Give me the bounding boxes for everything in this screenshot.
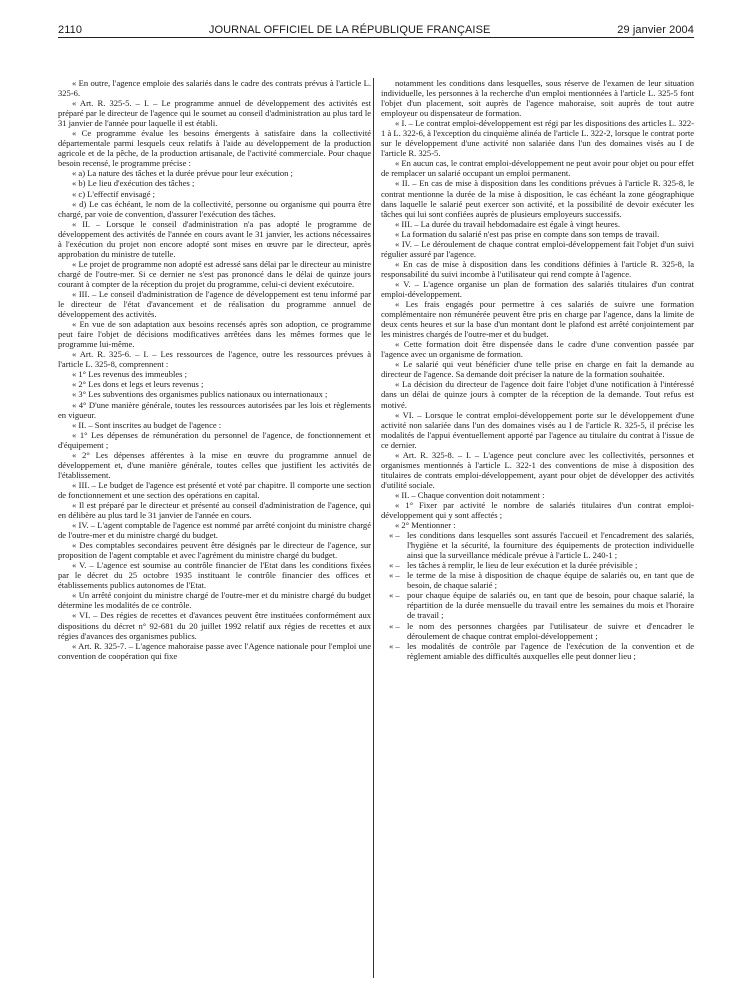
paragraph: « I. – Le contrat emploi-développement est régi par les dispositions des articles L. 322-1 à L. 322-6, à l'exception du cinquième alinéa de l'article L. 322-2, lorsque le contrat porte sur le développement d'une activité non salariée dans l'un des domaines visés au I de l'article R. 325-5. <box>381 118 694 159</box>
right-column <box>381 78 694 983</box>
paragraph: « 3° Les subventions des organismes publics nationaux ou internationaux ; <box>72 389 328 400</box>
paragraph: « En vue de son adaptation aux besoins recensés après son adoption, ce programme peut faire l'objet de décisions modificatives arrêtées dans les mêmes formes que le programme lui-même. <box>58 319 371 350</box>
paragraph: « 2° Mentionner : <box>395 520 456 531</box>
paragraph: notamment les conditions dans lesquelles, sous réserve de l'examen de leur situation individuelle, les personnes à la recherche d'un emploi mentionnées à l'article L. 325-5 font l'objet d'un placement, soit auprès de l'agence mahoraise, soit auprès de tout autre employeur ou dispensateur de formation. <box>381 78 694 119</box>
list-item: « – le nom des personnes chargées par l'utilisateur de suivre et d'encadrer le déroulement de chaque contrat emploi-développement ; <box>381 621 694 641</box>
paragraph: « d) Le cas échéant, le nom de la collectivité, personne ou organisme qui pourra être chargé, par voie de convention, d'assurer l'exécution des tâches. <box>58 198 371 219</box>
paragraph: « V. – L'agence est soumise au contrôle financier de l'Etat dans les conditions fixées par le décret du 25 octobre 1935 instituant le contrôle financier des offices et établissements publics autonomes de l'Etat. <box>58 560 371 591</box>
paragraph: « La décision du directeur de l'agence doit faire l'objet d'une notification à l'intéressé dans un délai de quinze jours à compter de la réception de la demande. Tout refus est motivé. <box>381 379 694 410</box>
paragraph: « Art. R. 325-6. – I. – Les ressources de l'agence, outre les ressources prévues à l'article L. 325-8, comprennent : <box>58 349 371 370</box>
paragraph: « 4° D'une manière générale, toutes les ressources autorisées par les lois et règlements en vigueur. <box>58 399 371 420</box>
paragraph: « La formation du salarié n'est pas prise en compte dans son temps de travail. <box>395 228 660 239</box>
paragraph: « Le projet de programme non adopté est adressé sans délai par le directeur au ministre chargé de l'outre-mer. Si ce dernier ne s'est pas prononcé dans le délai de quinze jours courant à compter de la réception du projet du programme, celui-ci devient exécutoire. <box>58 258 371 289</box>
paragraph: « a) La nature des tâches et la durée prévue pour leur exécution ; <box>72 168 293 179</box>
paragraph: « 2° Les dons et legs et leurs revenus ; <box>72 379 204 390</box>
paragraph: « II. – En cas de mise à disposition dans les conditions prévues à l'article R. 325-8, le contrat mentionne la durée de la mise à disposition, le cas échéant la zone géographique dans laquelle le salarié peut exercer son activité, et la possibilité de devoir exécuter les tâches qui lui sont confiées auprès de plusieurs employeurs successifs. <box>381 178 694 219</box>
list-item: « – les tâches à remplir, le lieu de leur exécution et la durée prévisible ; <box>381 560 694 570</box>
paragraph: « II. – Chaque convention doit notamment : <box>395 489 545 500</box>
paragraph: « Cette formation doit être dispensée dans le cadre d'une convention passée par l'agence avec un organisme de formation. <box>381 339 694 360</box>
paragraph: « Le salarié qui veut bénéficier d'une telle prise en charge en fait la demande au directeur de l'agence. Sa demande doit préciser la nature de la formation souhaitée. <box>381 359 694 380</box>
paragraph: « II. – Lorsque le conseil d'administration n'a pas adopté le programme de développement des activités de l'année en cours avant le 31 janvier, les actions nécessaires à l'exécution du projet non encore adopté sont mises en œuvre par le directeur, après approbation du ministre de tutelle. <box>58 218 371 259</box>
running-header <box>58 14 694 36</box>
left-column <box>58 78 371 983</box>
paragraph: « IV. – Le déroulement de chaque contrat emploi-développement fait l'objet d'un suivi régulier assuré par l'agence. <box>381 238 694 259</box>
list-item: « – pour chaque équipe de salariés ou, en tant que de besoin, pour chaque salarié, la répartition de la durée mensuelle du travail entre les semaines du mois et l'horaire de travail ; <box>381 590 694 620</box>
paragraph: « III. – La durée du travail hebdomadaire est égale à vingt heures. <box>395 218 620 229</box>
paragraph: « En cas de mise à disposition dans les conditions définies à l'article R. 325-8, la responsabilité du suivi incombe à l'utilisateur qui rend compte à l'agence. <box>381 258 694 279</box>
paragraph: « Ce programme évalue les besoins émergents à satisfaire dans la collectivité départementale parmi lesquels ceux relatifs à l'aide au développement de la production agricole et de la pêche, de la production artisanale, de l'activité commerciale. Pour chaque besoin recensé, le programme précise : <box>58 128 371 169</box>
paragraph: « b) Le lieu d'exécution des tâches ; <box>72 178 195 189</box>
paragraph: « Un arrêté conjoint du ministre chargé de l'outre-mer et du ministre chargé du budget détermine les modalités de ce contrôle. <box>58 590 371 611</box>
list-item: « – les modalités de contrôle par l'agence de l'exécution de la convention et de règlement amiable des difficultés auxquelles elle peut donner lieu ; <box>381 641 694 661</box>
paragraph: « III. – Le budget de l'agence est présenté et voté par chapitre. Il comporte une section de fonctionnement et une section des opérations en capital. <box>58 479 371 500</box>
page-number: 2110 <box>58 24 83 36</box>
paragraph: « 1° Les revenus des immeubles ; <box>72 369 187 380</box>
paragraph: « III. – Le conseil d'administration de l'agence de développement est tenu informé par le directeur de l'état d'avancement et de réalisation du programme annuel de développement des activités. <box>58 288 371 320</box>
list-item: « – le terme de la mise à disposition de chaque équipe de salariés ou, en tant que de besoin, de chaque salarié ; <box>381 570 694 590</box>
issue-date: 29 janvier 2004 <box>617 24 694 36</box>
paragraph: « 2° Les dépenses afférentes à la mise en œuvre du programme annuel de développement et, d'une manière générale, toutes celles que justifient les activités de l'établissement. <box>58 449 371 480</box>
paragraph: « Il est préparé par le directeur et présenté au conseil d'administration de l'agence, qui en délibère au plus tard le 31 janvier de l'année en cours. <box>58 499 371 521</box>
paragraph: « 1° Les dépenses de rémunération du personnel de l'agence, de fonctionnement et d'équipement ; <box>58 429 371 450</box>
paragraph: « Des comptables secondaires peuvent être désignés par le directeur de l'agence, sur proposition de l'agent comptable et avec l'agrément du ministre chargé du budget. <box>58 540 371 561</box>
paragraph: « Art. R. 325-8. – I. – L'agence peut conclure avec les collectivités, personnes et organismes mentionnés à l'article L. 322-1 des conventions de mise à disposition des titulaires de contrats emploi-développement, ayant pour objet de développer des activités d'utilité sociale. <box>381 449 694 490</box>
paragraph: « II. – Sont inscrites au budget de l'agence : <box>72 419 222 430</box>
paragraph: « En aucun cas, le contrat emploi-développement ne peut avoir pour objet ou pour effet de remplacer un salarié occupant un emploi permanent. <box>381 158 694 179</box>
column-separator <box>373 78 374 978</box>
paragraph: « IV. – L'agent comptable de l'agence est nommé par arrêté conjoint du ministre chargé de l'outre-mer et du ministre chargé du budget. <box>58 520 371 541</box>
paragraph: « 1° Fixer par activité le nombre de salariés titulaires d'un contrat emploi-développement qui y sont affectés ; <box>381 499 694 521</box>
paragraph: « c) L'effectif envisagé ; <box>72 188 156 199</box>
paragraph: « V. – L'agence organise un plan de formation des salariés titulaires d'un contrat emploi-développement. <box>381 278 694 299</box>
paragraph: « Art. R. 325-5. – I. – Le programme annuel de développement des activités est préparé par le directeur de l'agence qui le soumet au conseil d'administration au plus tard le 31 janvier de l'année pour laquelle il est établi. <box>58 98 371 129</box>
list-item: « – les conditions dans lesquelles sont assurés l'accueil et l'encadrement des salariés, l'hygiène et la sécurité, la fourniture des équipements de protection individuelle ainsi que la surveillance médicale prévue à l'article L. 240-1 ; <box>381 530 694 560</box>
journal-title: JOURNAL OFFICIEL DE LA RÉPUBLIQUE FRANÇAISE <box>208 24 491 36</box>
paragraph: « En outre, l'agence emploie des salariés dans le cadre des contrats prévus à l'article L. 325-6. <box>58 78 371 99</box>
header-rule <box>58 37 694 38</box>
paragraph: « VI. – Des régies de recettes et d'avances peuvent être instituées conformément aux dispositions du décret n° 92-681 du 20 juillet 1992 relatif aux régies de recettes et aux régies d'avances des organismes publics. <box>58 610 371 641</box>
paragraph: « Les frais engagés pour permettre à ces salariés de suivre une formation complémentaire non rémunérée peuvent être pris en charge par l'agence, dans la limite de deux cents heures et sur la base d'un montant dont le plafond est arrêté conjointement par les ministres chargés de l'outre-mer et du budget. <box>381 299 694 340</box>
paragraph: « VI. – Lorsque le contrat emploi-développement porte sur le développement d'une activité non salariée dans l'un des domaines visés au I de l'article R. 325-5, il précise les modalités de l'appui éventuellement apporté par l'agence au titulaire du contrat à l'issue de ce dernier. <box>381 409 694 450</box>
paragraph: « Art. R. 325-7. – L'agence mahoraise passe avec l'Agence nationale pour l'emploi une convention de coopération qui fixe <box>58 640 371 661</box>
